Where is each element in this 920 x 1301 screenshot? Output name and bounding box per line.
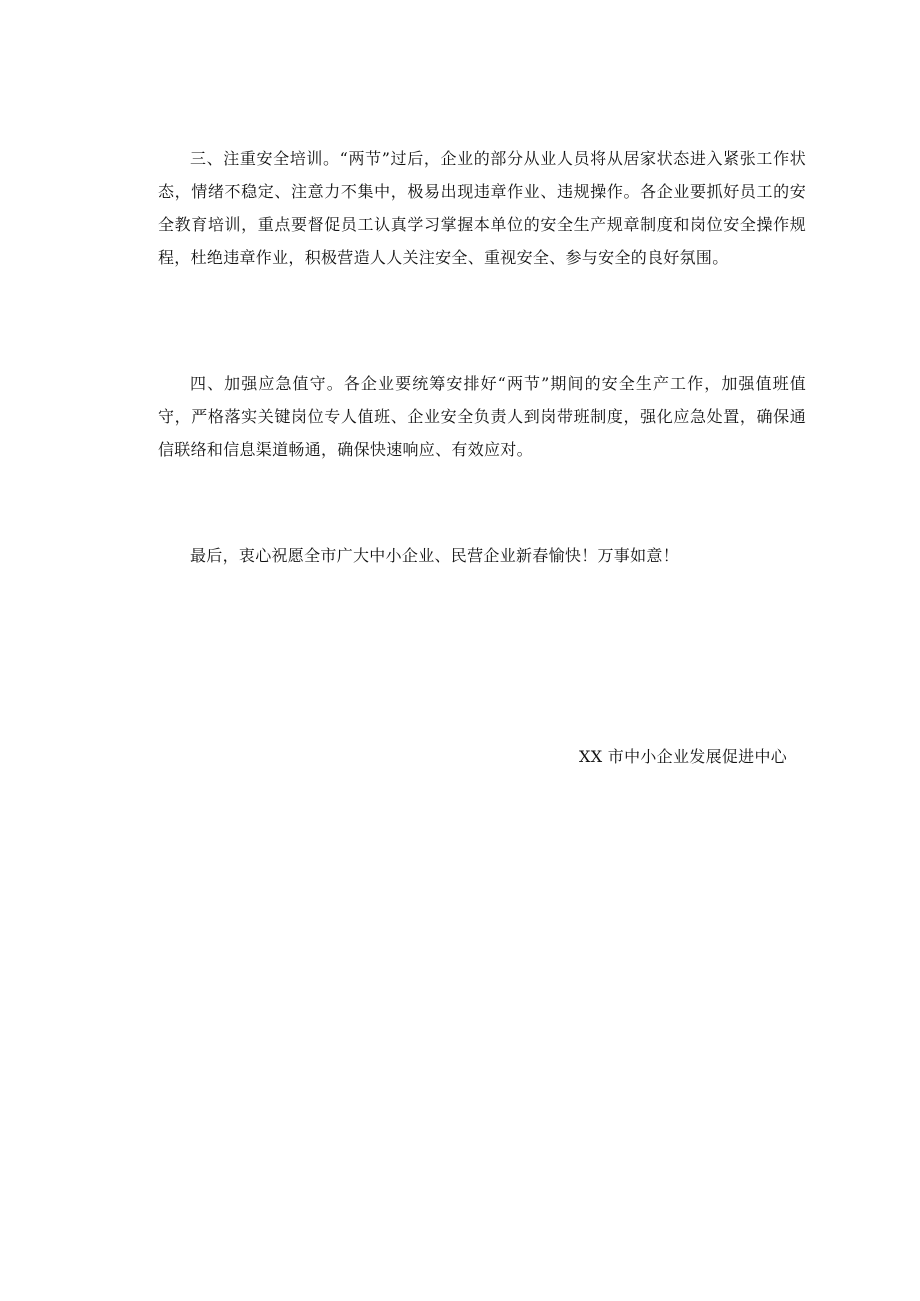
- paragraph-emergency-duty: 四、加强应急值守。各企业要统筹安排好“两节”期间的安全生产工作，加强值班值守，严格落实关键岗位专人值班、企业安全负责人到岗带班制度，强化应急处置，确保通信联络和信息渠道畅通，确保快速响应、有效应对。: [158, 374, 806, 459]
- signature: XX 市中小企业发展促进中心: [579, 747, 788, 766]
- paragraph-safety-training: 三、注重安全培训。“两节”过后，企业的部分从业人员将从居家状态进入紧张工作状态，情绪不稳定、注意力不集中，极易出现违章作业、违规操作。各企业要抓好员工的安全教育培训，重点要督促员工认真学习掌握本单位的安全生产规章制度和岗位安全操作规程，杜绝违章作业，积极营造人人关注安全、重视安全、参与安全的良好氛围。: [158, 149, 806, 267]
- paragraph-closing-wishes: 最后，衷心祝愿全市广大中小企业、民营企业新春愉快！万事如意！: [190, 546, 680, 565]
